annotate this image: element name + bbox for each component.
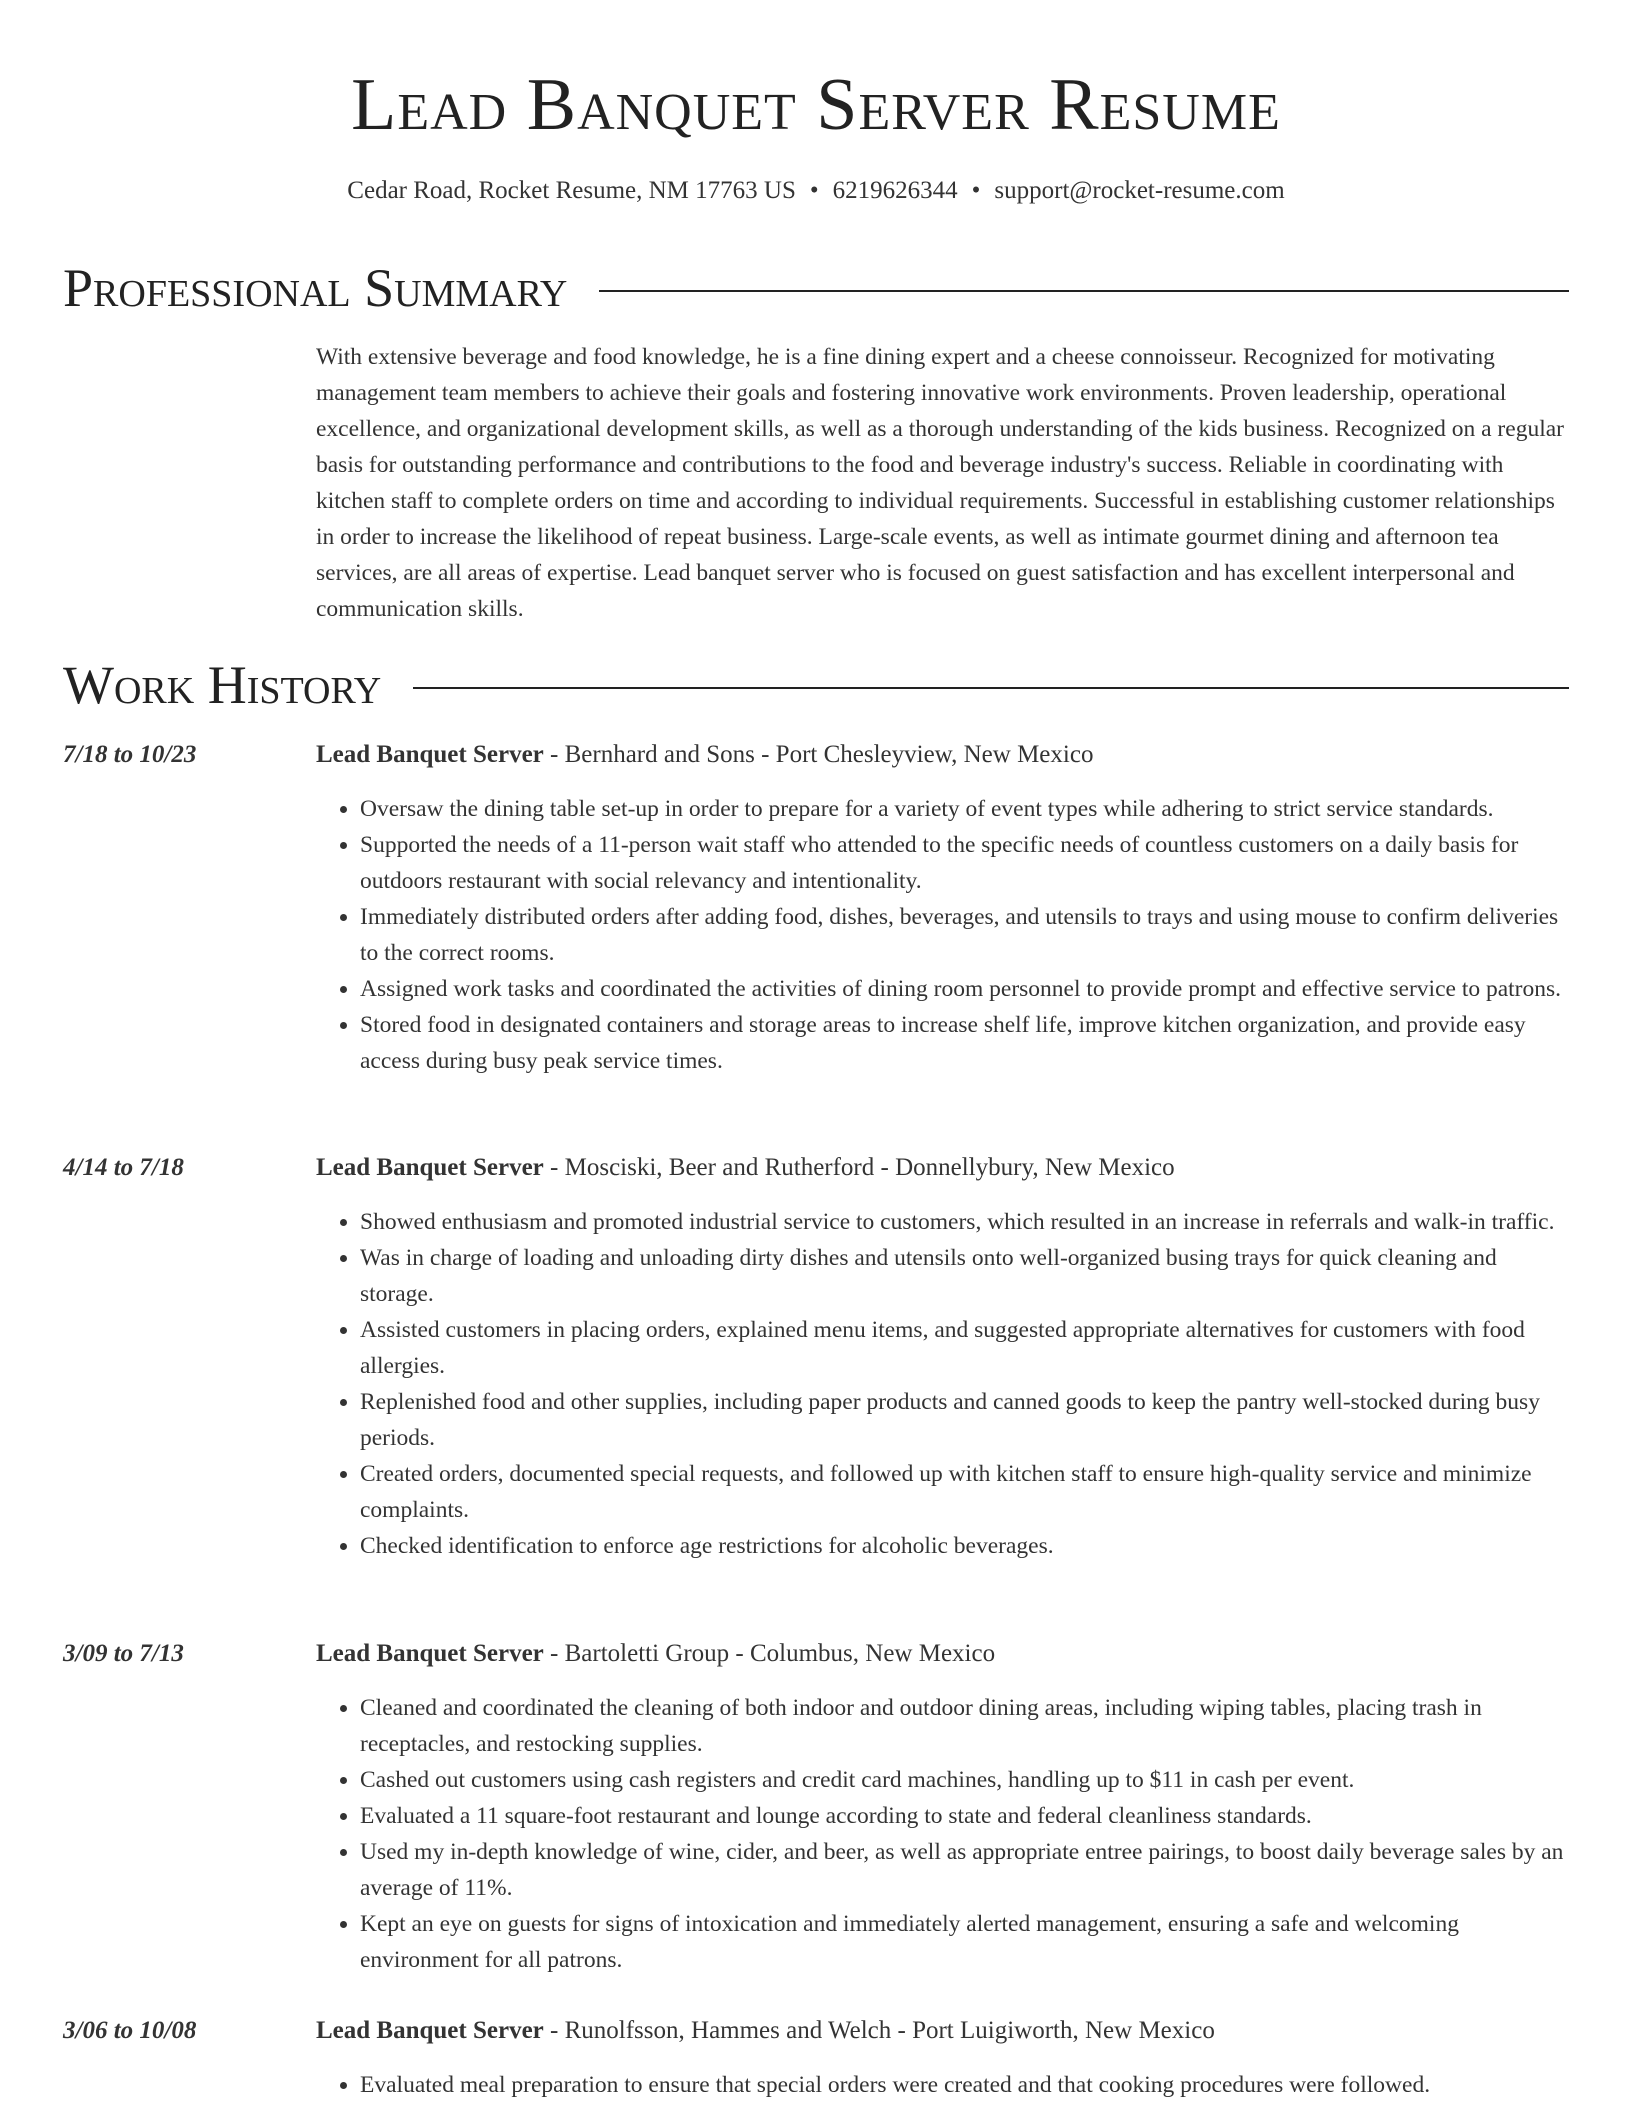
job-bullet: • Supported the needs of a 11-person wait staff who attended to the specific needs of countless customers on a daily basis for outdoors restaurant with social relevancy and intentionality. xyxy=(360,827,1569,899)
summary-section-header xyxy=(63,258,1569,318)
job-role: Lead Banquet Server xyxy=(316,1640,544,1667)
job-details: - Bartoletti Group - Columbus, New Mexico xyxy=(543,1640,996,1667)
contact-line xyxy=(0,174,1632,208)
job-bullet: • Created orders, documented special requests, and followed up with kitchen staff to ensure high-quality service and minimize complaints. xyxy=(360,1456,1569,1528)
section-divider xyxy=(599,290,1569,292)
job-role: Lead Banquet Server xyxy=(316,1154,544,1181)
job-bullet: • Was in charge of loading and unloading dirty dishes and utensils onto well-organized busing trays for quick cleaning and storage. xyxy=(360,1240,1569,1312)
job-bullet: • Used my in-depth knowledge of wine, cider, and beer, as well as appropriate entree pairings, to boost daily beverage sales by an average of 11%. xyxy=(360,1834,1569,1906)
job-dates: 3/06 to 10/08 xyxy=(63,2017,197,2044)
work-history-heading: Work History xyxy=(63,655,382,715)
job-bullets xyxy=(316,1690,1569,1978)
job-bullet: • Cleaned and coordinated the cleaning of both indoor and outdoor dining areas, including wiping tables, placing trash in receptacles, and restocking supplies. xyxy=(360,1690,1569,1762)
contact-address: Cedar Road, Rocket Resume, NM 17763 US xyxy=(347,177,796,204)
summary-text: With extensive beverage and food knowledge, he is a fine dining expert and a cheese connoisseur. Recognized for motivating management team members to achieve their goals and fostering innovative work environments. Proven leadership, operational excellence, and organizational development skills, as well as a thorough understanding of the kids business. Recognized on a regular basis for outstanding performance and contributions to the food and beverage industry's success. Reliable in coordinating with kitchen staff to complete orders on time and according to individual requirements. Successful in establishing customer relationships in order to increase the likelihood of repeat business. Large-scale events, as well as intimate gourmet dining and afternoon tea services, are all areas of expertise. Lead banquet server who is focused on guest satisfaction and has excellent interpersonal and communication skills. xyxy=(316,344,1564,622)
job-details: - Runolfsson, Hammes and Welch - Port Luigiworth, New Mexico xyxy=(543,2017,1215,2044)
job-bullet: • Kept an eye on guests for signs of intoxication and immediately alerted management, ensuring a safe and welcoming environment for all patrons. xyxy=(360,1906,1569,1978)
job-bullet: • Checked identification to enforce age restrictions for alcoholic beverages. xyxy=(360,1528,1569,1564)
job-bullet: • Immediately distributed orders after adding food, dishes, beverages, and utensils to trays and using mouse to confirm deliveries to the correct rooms. xyxy=(360,899,1569,971)
contact-email[interactable]: support@rocket-resume.com xyxy=(994,177,1285,204)
job-details: - Bernhard and Sons - Port Chesleyview, New Mexico xyxy=(543,741,1094,768)
job-dates: 7/18 to 10/23 xyxy=(63,741,197,768)
job-bullets xyxy=(316,1204,1569,1564)
job-bullet: • Evaluated a 11 square-foot restaurant and lounge according to state and federal cleanliness standards. xyxy=(360,1798,1569,1834)
contact-phone: 6219626344 xyxy=(832,177,958,204)
contact-separator: • xyxy=(809,177,819,204)
job-bullet: • Assisted customers in placing orders, explained menu items, and suggested appropriate alternatives for customers with food allergies. xyxy=(360,1312,1569,1384)
job-bullet: • Evaluated meal preparation to ensure that special orders were created and that cooking procedures were followed. xyxy=(360,2067,1569,2103)
job-bullet: • Stored food in designated containers and storage areas to increase shelf life, improve kitchen organization, and provide easy access during busy peak service times. xyxy=(360,1007,1569,1079)
job-bullet: • Assigned work tasks and coordinated the activities of dining room personnel to provide prompt and effective service to patrons. xyxy=(360,971,1569,1007)
job-header xyxy=(316,2014,1569,2048)
section-divider xyxy=(413,687,1569,689)
job-details: - Mosciski, Beer and Rutherford - Donnellybury, New Mexico xyxy=(543,1154,1175,1181)
job-bullets xyxy=(316,791,1569,1079)
resume-title: Lead Banquet Server Resume xyxy=(351,64,1281,146)
job-bullet: • Showed enthusiasm and promoted industrial service to customers, which resulted in an increase in referrals and walk-in traffic. xyxy=(360,1204,1569,1240)
job-bullet: • Oversaw the dining table set-up in order to prepare for a variety of event types while adhering to strict service standards. xyxy=(360,791,1569,827)
job-header xyxy=(316,1637,1569,1671)
job-header xyxy=(316,738,1569,772)
job-bullet: • Cashed out customers using cash registers and credit card machines, handling up to $11 in cash per event. xyxy=(360,1762,1569,1798)
job-role: Lead Banquet Server xyxy=(316,741,544,768)
job-dates: 4/14 to 7/18 xyxy=(63,1154,184,1181)
job-role: Lead Banquet Server xyxy=(316,2017,544,2044)
contact-separator: • xyxy=(971,177,981,204)
job-bullet: • Replenished food and other supplies, including paper products and canned goods to keep the pantry well-stocked during busy periods. xyxy=(360,1384,1569,1456)
job-header xyxy=(316,1151,1569,1185)
summary-heading: Professional Summary xyxy=(63,258,568,318)
job-bullets xyxy=(316,2067,1569,2103)
job-dates: 3/09 to 7/13 xyxy=(63,1640,184,1667)
work-history-section-header xyxy=(63,655,1569,715)
